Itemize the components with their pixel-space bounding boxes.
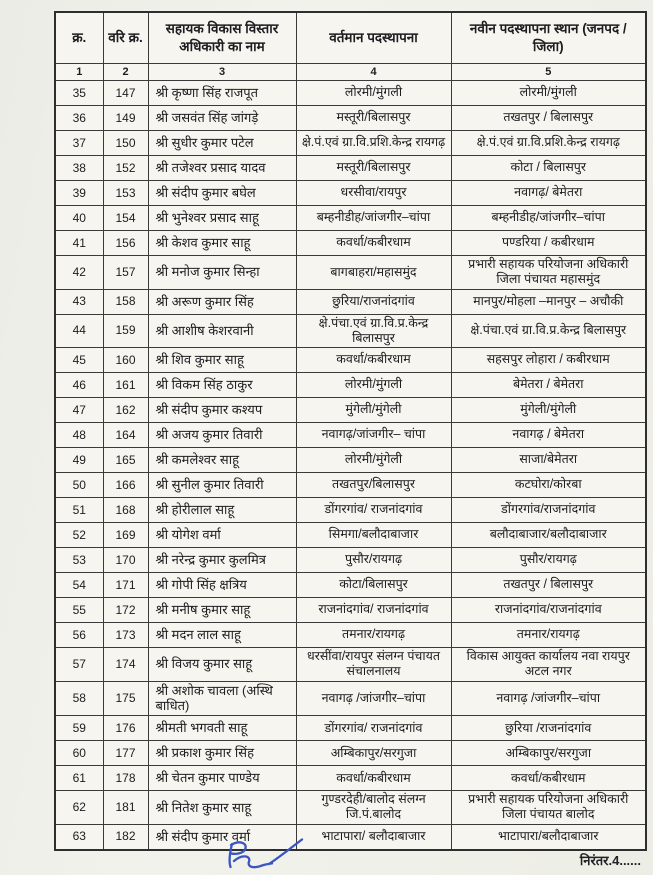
cell-seniority-no: 175 xyxy=(103,681,148,716)
cell-serial-no: 61 xyxy=(55,766,103,791)
cell-current-posting: बम्हनीडीह/जांजगीर–चांपा xyxy=(296,206,451,231)
cell-officer-name: श्री अरूण कुमार सिंह xyxy=(148,289,296,314)
cell-new-posting: तखतपुर / बिलासपुर xyxy=(451,106,646,131)
cell-new-posting: बम्हनीडीह/जांजगीर–चांपा xyxy=(451,206,646,231)
cell-officer-name: श्री तजेश्वर प्रसाद यादव xyxy=(148,156,296,181)
cell-current-posting: धरसीवा/रायपुर xyxy=(296,181,451,206)
cell-seniority-no: 176 xyxy=(103,716,148,741)
table-row xyxy=(55,206,646,231)
cell-current-posting: लोरमी/मुंगली xyxy=(296,373,451,398)
cell-current-posting: तखतपुर/बिलासपुर xyxy=(296,473,451,498)
cell-officer-name: श्री गोपी सिंह क्षत्रिय xyxy=(148,573,296,598)
cell-new-posting: विकास आयुक्त कार्यालय नवा रायपुर अटल नगर xyxy=(451,648,646,682)
table-row xyxy=(55,791,646,825)
table-row xyxy=(55,523,646,548)
cell-new-posting: सहसपुर लोहारा / कबीरधाम xyxy=(451,348,646,373)
cell-current-posting: तमनार/रायगढ़ xyxy=(296,623,451,648)
col-header-serial: क्र. xyxy=(55,12,103,64)
col-header-current-posting: वर्तमान पदस्थापना xyxy=(296,12,451,64)
cell-current-posting: कोटा/बिलासपुर xyxy=(296,573,451,598)
table-row xyxy=(55,648,646,682)
cell-current-posting: नवागढ़ /जांजगीर–चांपा xyxy=(296,681,451,716)
table-row xyxy=(55,81,646,106)
table-row xyxy=(55,156,646,181)
table-row xyxy=(55,423,646,448)
cell-seniority-no: 178 xyxy=(103,766,148,791)
cell-officer-name: श्री सुनील कुमार तिवारी xyxy=(148,473,296,498)
table-row xyxy=(55,373,646,398)
column-number: 2 xyxy=(103,64,148,81)
cell-seniority-no: 162 xyxy=(103,398,148,423)
col-header-new-posting: नवीन पदस्थापना स्थान (जनपद / जिला) xyxy=(451,12,646,64)
cell-current-posting: कवर्धा/कबीरधाम xyxy=(296,766,451,791)
cell-officer-name: श्री मनीष कुमार साहू xyxy=(148,598,296,623)
cell-seniority-no: 158 xyxy=(103,289,148,314)
cell-new-posting: तखतपुर / बिलासपुर xyxy=(451,573,646,598)
cell-new-posting: अम्बिकापुर/सरगुजा xyxy=(451,741,646,766)
cell-seniority-no: 169 xyxy=(103,523,148,548)
cell-seniority-no: 171 xyxy=(103,573,148,598)
cell-new-posting: डोंगरगांव/राजनांदगांव xyxy=(451,498,646,523)
cell-serial-no: 37 xyxy=(55,131,103,156)
cell-officer-name: श्री होरीलाल साहू xyxy=(148,498,296,523)
cell-serial-no: 43 xyxy=(55,289,103,314)
cell-officer-name: श्री संदीप कुमार वर्मा xyxy=(148,824,296,850)
cell-officer-name: श्री संदीप कुमार कश्यप xyxy=(148,398,296,423)
cell-seniority-no: 165 xyxy=(103,448,148,473)
cell-serial-no: 53 xyxy=(55,548,103,573)
cell-seniority-no: 152 xyxy=(103,156,148,181)
cell-new-posting: छुरिया /राजनांदगांव xyxy=(451,716,646,741)
cell-seniority-no: 150 xyxy=(103,131,148,156)
column-number: 5 xyxy=(451,64,646,81)
table-row xyxy=(55,498,646,523)
cell-current-posting: गुण्डरदेही/बालोद संलग्न जि.पं.बालोद xyxy=(296,791,451,825)
table-row xyxy=(55,573,646,598)
cell-seniority-no: 172 xyxy=(103,598,148,623)
col-header-seniority: वरि क्र. xyxy=(103,12,148,64)
cell-new-posting: राजनांदगांव/राजनांदगांव xyxy=(451,598,646,623)
table-row xyxy=(55,623,646,648)
cell-seniority-no: 153 xyxy=(103,181,148,206)
cell-serial-no: 55 xyxy=(55,598,103,623)
table-row xyxy=(55,716,646,741)
cell-officer-name: श्री योगेश वर्मा xyxy=(148,523,296,548)
signature-stroke xyxy=(230,840,302,868)
cell-current-posting: मुंगेली/मुंगेली xyxy=(296,398,451,423)
cell-officer-name: श्री अजय कुमार तिवारी xyxy=(148,423,296,448)
cell-officer-name: श्रीमती भगवती साहू xyxy=(148,716,296,741)
cell-current-posting: कवर्धा/कबीरधाम xyxy=(296,348,451,373)
cell-seniority-no: 182 xyxy=(103,824,148,850)
table-row xyxy=(55,824,646,850)
cell-new-posting: कटघोरा/कोरबा xyxy=(451,473,646,498)
cell-current-posting: क्षे.पं.एवं ग्रा.वि.प्रशि.केन्द्र रायगढ़ xyxy=(296,131,451,156)
cell-new-posting: प्रभारी सहायक परियोजना अधिकारी जिला पंचायत बालोद xyxy=(451,791,646,825)
cell-current-posting: कवर्धा/कबीरधाम xyxy=(296,231,451,256)
table-row xyxy=(55,448,646,473)
cell-current-posting: लोरमी/मुंगली xyxy=(296,81,451,106)
cell-current-posting: मस्तूरी/बिलासपुर xyxy=(296,106,451,131)
cell-seniority-no: 149 xyxy=(103,106,148,131)
cell-seniority-no: 160 xyxy=(103,348,148,373)
table-row xyxy=(55,548,646,573)
cell-new-posting: नवागढ़ / बेमेतरा xyxy=(451,423,646,448)
cell-seniority-no: 168 xyxy=(103,498,148,523)
cell-new-posting: प्रभारी सहायक परियोजना अधिकारी जिला पंचायत महासमुंद xyxy=(451,256,646,290)
cell-new-posting: क्षे.पंचा.एवं ग्रा.वि.प्र.केन्द्र बिलासपुर xyxy=(451,314,646,348)
cell-serial-no: 57 xyxy=(55,648,103,682)
table-row xyxy=(55,741,646,766)
signature-mark xyxy=(218,835,306,875)
cell-current-posting: सिमगा/बलौदाबाजार xyxy=(296,523,451,548)
cell-serial-no: 62 xyxy=(55,791,103,825)
cell-serial-no: 45 xyxy=(55,348,103,373)
column-number: 1 xyxy=(55,64,103,81)
cell-serial-no: 38 xyxy=(55,156,103,181)
cell-new-posting: बेमेतरा / बेमेतरा xyxy=(451,373,646,398)
table-row xyxy=(55,231,646,256)
cell-officer-name: श्री मनोज कुमार सिन्हा xyxy=(148,256,296,290)
cell-new-posting: भाटापारा/बलौदाबाजार xyxy=(451,824,646,850)
posting-transfer-table xyxy=(54,11,647,851)
cell-officer-name: श्री संदीप कुमार बघेल xyxy=(148,181,296,206)
cell-serial-no: 63 xyxy=(55,824,103,850)
cell-current-posting: डोंगरगांव/ राजनांदगांव xyxy=(296,716,451,741)
cell-officer-name: श्री विजय कुमार साहू xyxy=(148,648,296,682)
cell-new-posting: पुसौर/रायगढ़ xyxy=(451,548,646,573)
cell-current-posting: पुसौर/रायगढ़ xyxy=(296,548,451,573)
table-row xyxy=(55,348,646,373)
cell-officer-name: श्री चेतन कुमार पाण्डेय xyxy=(148,766,296,791)
cell-serial-no: 54 xyxy=(55,573,103,598)
table-row xyxy=(55,398,646,423)
table-row xyxy=(55,314,646,348)
cell-serial-no: 41 xyxy=(55,231,103,256)
cell-officer-name: श्री केशव कुमार साहू xyxy=(148,231,296,256)
cell-new-posting: बलौदाबाजार/बलौदाबाजार xyxy=(451,523,646,548)
cell-seniority-no: 161 xyxy=(103,373,148,398)
cell-officer-name: श्री अशोक चावला (अस्थि बाधित) xyxy=(148,681,296,716)
table-row xyxy=(55,131,646,156)
cell-officer-name: श्री शिव कुमार साहू xyxy=(148,348,296,373)
cell-seniority-no: 157 xyxy=(103,256,148,290)
cell-serial-no: 60 xyxy=(55,741,103,766)
cell-seniority-no: 177 xyxy=(103,741,148,766)
cell-seniority-no: 164 xyxy=(103,423,148,448)
cell-seniority-no: 181 xyxy=(103,791,148,825)
cell-officer-name: श्री नरेन्द्र कुमार कुलमित्र xyxy=(148,548,296,573)
cell-seniority-no: 154 xyxy=(103,206,148,231)
table-row xyxy=(55,473,646,498)
cell-officer-name: श्री जसवंत सिंह जांगड़े xyxy=(148,106,296,131)
cell-current-posting: मस्तूरी/बिलासपुर xyxy=(296,156,451,181)
cell-officer-name: श्री प्रकाश कुमार सिंह xyxy=(148,741,296,766)
cell-serial-no: 46 xyxy=(55,373,103,398)
cell-new-posting: मुंगेली/मुंगेली xyxy=(451,398,646,423)
cell-serial-no: 50 xyxy=(55,473,103,498)
cell-seniority-no: 166 xyxy=(103,473,148,498)
cell-serial-no: 56 xyxy=(55,623,103,648)
cell-officer-name: श्री मदन लाल साहू xyxy=(148,623,296,648)
table-row xyxy=(55,598,646,623)
cell-officer-name: श्री आशीष केशरवानी xyxy=(148,314,296,348)
cell-seniority-no: 173 xyxy=(103,623,148,648)
cell-new-posting: क्षे.पं.एवं ग्रा.वि.प्रशि.केन्द्र रायगढ़ xyxy=(451,131,646,156)
cell-serial-no: 49 xyxy=(55,448,103,473)
cell-serial-no: 35 xyxy=(55,81,103,106)
cell-officer-name: श्री भुनेश्वर प्रसाद साहू xyxy=(148,206,296,231)
cell-officer-name: श्री कृष्णा सिंह राजपूत xyxy=(148,81,296,106)
cell-current-posting: अम्बिकापुर/सरगुजा xyxy=(296,741,451,766)
cell-current-posting: बागबाहरा/महासमुंद xyxy=(296,256,451,290)
cell-new-posting: कोटा / बिलासपुर xyxy=(451,156,646,181)
cell-serial-no: 47 xyxy=(55,398,103,423)
col-header-officer-name: सहायक विकास विस्तार अधिकारी का नाम xyxy=(148,12,296,64)
cell-current-posting: लोरमी/मुंगेली xyxy=(296,448,451,473)
cell-serial-no: 59 xyxy=(55,716,103,741)
cell-new-posting: तमनार/रायगढ़ xyxy=(451,623,646,648)
cell-serial-no: 58 xyxy=(55,681,103,716)
cell-current-posting: क्षे.पंचा.एवं ग्रा.वि.प्र.केन्द्र बिलासपुर xyxy=(296,314,451,348)
cell-seniority-no: 174 xyxy=(103,648,148,682)
cell-current-posting: नवागढ़/जांजगीर– चांपा xyxy=(296,423,451,448)
table-row xyxy=(55,256,646,290)
cell-officer-name: श्री नितेश कुमार साहू xyxy=(148,791,296,825)
cell-officer-name: श्री कमलेश्वर साहू xyxy=(148,448,296,473)
cell-seniority-no: 147 xyxy=(103,81,148,106)
table-row xyxy=(55,681,646,716)
column-number: 4 xyxy=(296,64,451,81)
cell-serial-no: 51 xyxy=(55,498,103,523)
cell-serial-no: 36 xyxy=(55,106,103,131)
cell-new-posting: नवागढ़ /जांजगीर–चांपा xyxy=(451,681,646,716)
cell-current-posting: धरसींवा/रायपुर संलग्न पंचायत संचालनालय xyxy=(296,648,451,682)
cell-new-posting: लोरमी/मुंगली xyxy=(451,81,646,106)
cell-serial-no: 39 xyxy=(55,181,103,206)
cell-current-posting: छुरिया/राजनांदगांव xyxy=(296,289,451,314)
cell-seniority-no: 156 xyxy=(103,231,148,256)
cell-new-posting: कवर्धा/कबीरधाम xyxy=(451,766,646,791)
continuation-note: निरंतर.4...... xyxy=(579,853,641,868)
table-row xyxy=(55,289,646,314)
cell-serial-no: 48 xyxy=(55,423,103,448)
cell-seniority-no: 159 xyxy=(103,314,148,348)
cell-officer-name: श्री विकम सिंह ठाकुर xyxy=(148,373,296,398)
header-row xyxy=(55,12,646,64)
table-row xyxy=(55,766,646,791)
cell-new-posting: नवागढ़/ बेमेतरा xyxy=(451,181,646,206)
cell-new-posting: मानपुर/मोहला –मानपुर – अचौकी xyxy=(451,289,646,314)
cell-serial-no: 52 xyxy=(55,523,103,548)
cell-serial-no: 42 xyxy=(55,256,103,290)
cell-current-posting: डोंगरगांव/ राजनांदगांव xyxy=(296,498,451,523)
cell-current-posting: भाटापारा/ बलौदाबाजार xyxy=(296,824,451,850)
cell-current-posting: राजनांदगांव/ राजनांदगांव xyxy=(296,598,451,623)
cell-serial-no: 44 xyxy=(55,314,103,348)
table-row xyxy=(55,181,646,206)
cell-seniority-no: 170 xyxy=(103,548,148,573)
cell-serial-no: 40 xyxy=(55,206,103,231)
cell-new-posting: साजा/बेमेतरा xyxy=(451,448,646,473)
cell-officer-name: श्री सुधीर कुमार पटेल xyxy=(148,131,296,156)
cell-new-posting: पण्डरिया / कबीरधाम xyxy=(451,231,646,256)
column-number: 3 xyxy=(148,64,296,81)
table-row xyxy=(55,106,646,131)
column-number-row xyxy=(55,64,646,81)
